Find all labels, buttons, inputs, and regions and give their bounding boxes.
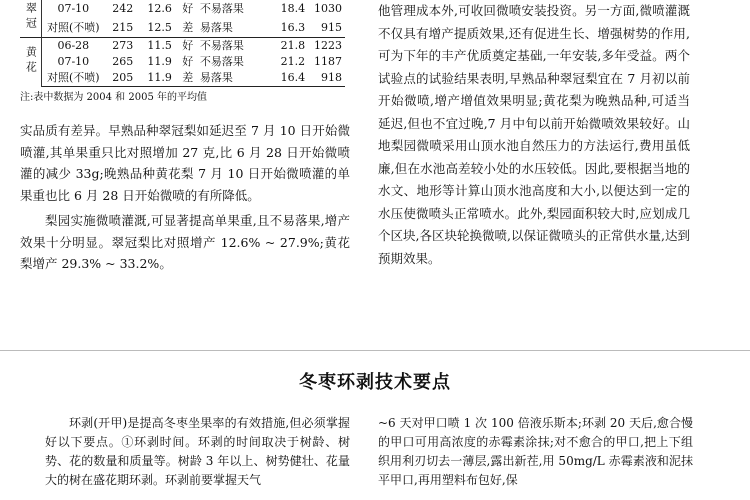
table-cell: 易落果 <box>197 70 273 87</box>
article-right-column <box>378 414 693 490</box>
table-row <box>20 54 345 70</box>
table-cell: 918 <box>308 70 345 87</box>
table-cell: 265 <box>112 55 134 68</box>
table-cell: 好 <box>178 38 196 55</box>
table-cell: 1030 <box>314 2 342 16</box>
table-cell: 16.3 <box>280 20 306 34</box>
left-text-block <box>20 120 350 275</box>
table-cell: 差 <box>182 20 194 34</box>
paragraph: 环剥(开甲)是提高冬枣坐果率的有效措施,但必须掌握好以下要点。①环剥时间。环剥的时间取决于树龄、树势、花的数量和质量等。树龄 3 年以上、树势健壮、花量大的树在盛花期环剥。环剥前要掌握天气 <box>45 416 350 487</box>
paragraph: 梨园实施微喷灌溉,可显著提高单果重,且不易落果,增产效果十分明显。翠冠梨比对照增产 12.6% ~ 27.9%;黄花梨增产 29.3% ~ 33.2%。 <box>20 213 350 271</box>
table-cell: 273 <box>105 38 141 55</box>
right-column <box>378 0 690 270</box>
article-title: 冬枣环剥技术要点 <box>299 372 451 393</box>
table-row <box>20 38 345 55</box>
table-cell: 好 <box>182 2 194 16</box>
group-label: 翠冠 <box>24 2 38 32</box>
table-cell: 1223 <box>308 38 345 55</box>
table-note: 注:表中数据为 2004 和 2005 年的平均值 <box>20 92 207 103</box>
table-cell: 12.5 <box>147 20 172 34</box>
table-cell: 不易落果 <box>199 55 244 68</box>
table-cell: 18.4 <box>280 2 306 16</box>
table-cell: 1187 <box>314 55 342 68</box>
table-cell: 11.9 <box>141 70 179 87</box>
group-label: 黄花 <box>24 45 38 76</box>
table-cell: 12.6 <box>147 2 172 16</box>
table-cell: 11.9 <box>147 55 172 68</box>
table-cell: 07-10 <box>57 2 90 16</box>
section-divider <box>0 350 750 351</box>
table-row <box>20 0 345 18</box>
table-cell: 205 <box>105 70 141 87</box>
group-label-cell <box>20 0 41 38</box>
table-cell: 11.5 <box>141 38 179 55</box>
table-cell: 易落果 <box>199 20 233 34</box>
table-cell: 差 <box>178 70 196 87</box>
table-cell: 07-10 <box>57 55 90 68</box>
table-cell: 21.8 <box>273 38 308 55</box>
table-cell: 对照(不喷) <box>41 70 105 87</box>
table-cell: 215 <box>112 20 134 34</box>
left-column <box>20 0 355 104</box>
table-cell: 242 <box>112 2 134 16</box>
table-cell: 21.2 <box>280 55 306 68</box>
results-table <box>20 0 345 87</box>
table-cell: 06-28 <box>41 38 105 55</box>
table-cell: 好 <box>182 55 194 68</box>
table-cell: 16.4 <box>273 70 308 87</box>
paragraph: ~6 天对甲口喷 1 次 100 倍液乐斯本;环剥 20 天后,愈合慢的甲口可用高浓度的赤霉素涂抹;对不愈合的甲口,把上下组织用利刃切去一薄层,露出新茬,用 50mg/L 赤霉素液和泥抹平甲口,再用塑料布包好,保 <box>378 416 693 487</box>
paragraph: 实品质有差异。早熟品种翠冠梨如延迟至 7 月 10 日开始微喷灌,其单果重只比对照增加 27 克,比 6 月 28 日开始微喷灌的减少 33g;晚熟品种黄花梨 7 月 10 日开始微喷灌的单果重也比 6 月 28 日开始微喷的有所降低。 <box>20 123 350 203</box>
table-cell: 不易落果 <box>199 2 244 16</box>
table-row <box>20 18 345 37</box>
table-cell: 对照(不喷) <box>47 20 100 34</box>
table-row <box>20 70 345 87</box>
group-label-cell <box>20 38 41 87</box>
table-cell: 915 <box>321 20 342 34</box>
table-cell: 不易落果 <box>197 38 273 55</box>
paragraph: 他管理成本外,可收回微喷安装投资。另一方面,微喷灌溉不仅具有增产提质效果,还有促进生长、增强树势的作用,可为下年的丰产优质奠定基础,一年安装,多年受益。两个试验点的试验结果表明,早熟品种翠冠梨宜在 7 月初以前开始微喷,增产增值效果明显;黄花梨为晚熟品种,可适当延迟,但也不宜过晚,7 月中旬以前开始微喷效果较好。山地梨园微喷采用山顶水池自然压力的方法运行,费用虽低廉,但在水池高差较小处的水压较低。因此,要根据当地的水文、地形等计算山顶水池高度和大小,以便达到一定的水压使微喷头正常喷水。此外,梨园面积较大时,应划成几个区块,各区块轮换微喷,以保证微喷头的正常供水量,达到预期效果。 <box>378 3 690 266</box>
article-left-column <box>45 414 350 490</box>
